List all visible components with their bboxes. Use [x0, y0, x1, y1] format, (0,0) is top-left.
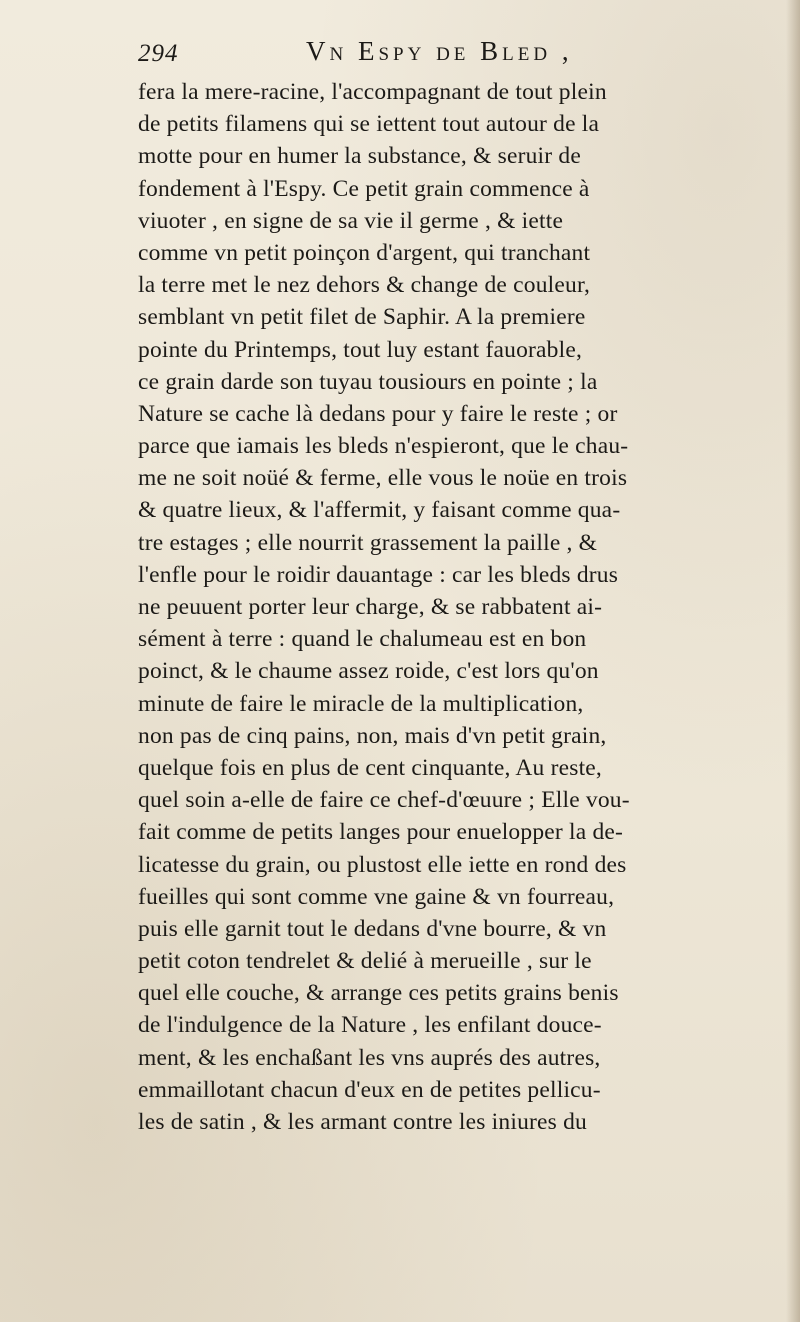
text-line: fera la mere-racine, l'accompagnant de tout plein: [138, 79, 607, 105]
text-line: les de satin , & les armant contre les iniures du: [138, 1109, 588, 1135]
text-line: de l'indulgence de la Nature , les enfilant douce-: [138, 1012, 602, 1039]
text-line: de petits filamens qui se iettent tout autour de la: [138, 111, 600, 138]
text-line: ment, & les enchaßant les vns auprés des autres,: [138, 1044, 601, 1071]
text-line: fondement à l'Espy. Ce petit grain commence à: [138, 175, 590, 202]
page-header: [138, 34, 758, 78]
text-line: tre estages ; elle nourrit grassement la paille , &: [138, 529, 598, 556]
page-edge-shadow: [786, 0, 800, 1322]
text-line: poinct, & le chaume assez roide, c'est lors qu'on: [138, 658, 599, 685]
text-line: sément à terre : quand le chalumeau est en bon: [138, 626, 587, 653]
text-line: ne peuuent porter leur charge, & se rabbatent ai-: [138, 594, 603, 620]
text-line: comme vn petit poinçon d'argent, qui tranchant: [138, 239, 591, 266]
text-line: quelque fois en plus de cent cinquante, Au reste,: [138, 754, 602, 781]
text-line: me ne soit noüé & ferme, elle vous le noüe en trois: [138, 465, 628, 492]
text-line: quel soin a-elle de faire ce chef-d'œuure ; Elle vou-: [138, 787, 630, 814]
text-line: licatesse du grain, ou plustost elle iette en rond des: [138, 851, 627, 878]
text-line: Nature se cache là dedans pour y faire le reste ; or: [138, 400, 618, 427]
page-number: 294: [138, 40, 179, 67]
text-line: petit coton tendrelet & delié à merueille , sur le: [138, 948, 592, 975]
text-line: fueilles qui sont comme vne gaine & vn fourreau,: [138, 883, 615, 910]
text-line: viuoter , en signe de sa vie il germe , & iette: [138, 207, 564, 234]
text-line: puis elle garnit tout le dedans d'vne bourre, & vn: [138, 915, 607, 942]
text-line: minute de faire le miracle de la multiplication,: [138, 690, 584, 717]
text-line: fait comme de petits langes pour enuelopper la de-: [138, 819, 624, 846]
text-line: semblant vn petit filet de Saphir. A la premiere: [138, 304, 586, 331]
text-line: ce grain darde son tuyau tousiours en pointe ; la: [138, 368, 598, 395]
running-title: Vn Espy de Bled ,: [306, 36, 573, 66]
text-line: la terre met le nez dehors & change de couleur,: [138, 272, 591, 299]
text-line: non pas de cinq pains, non, mais d'vn petit grain,: [138, 722, 607, 749]
text-line: motte pour en humer la substance, & seruir de: [138, 143, 581, 170]
text-line: l'enfle pour le roidir dauantage : car les bleds drus: [138, 561, 619, 588]
text-line: & quatre lieux, & l'affermit, y faisant comme qua-: [138, 497, 621, 524]
text-line: quel elle couche, & arrange ces petits grains benis: [138, 980, 619, 1007]
body-text: [138, 76, 788, 1138]
text-line: pointe du Printemps, tout luy estant fauorable,: [138, 336, 583, 363]
text-line: emmaillotant chacun d'eux en de petites pellicu-: [138, 1076, 601, 1103]
text-line: parce que iamais les bleds n'espieront, que le chau-: [138, 433, 629, 460]
